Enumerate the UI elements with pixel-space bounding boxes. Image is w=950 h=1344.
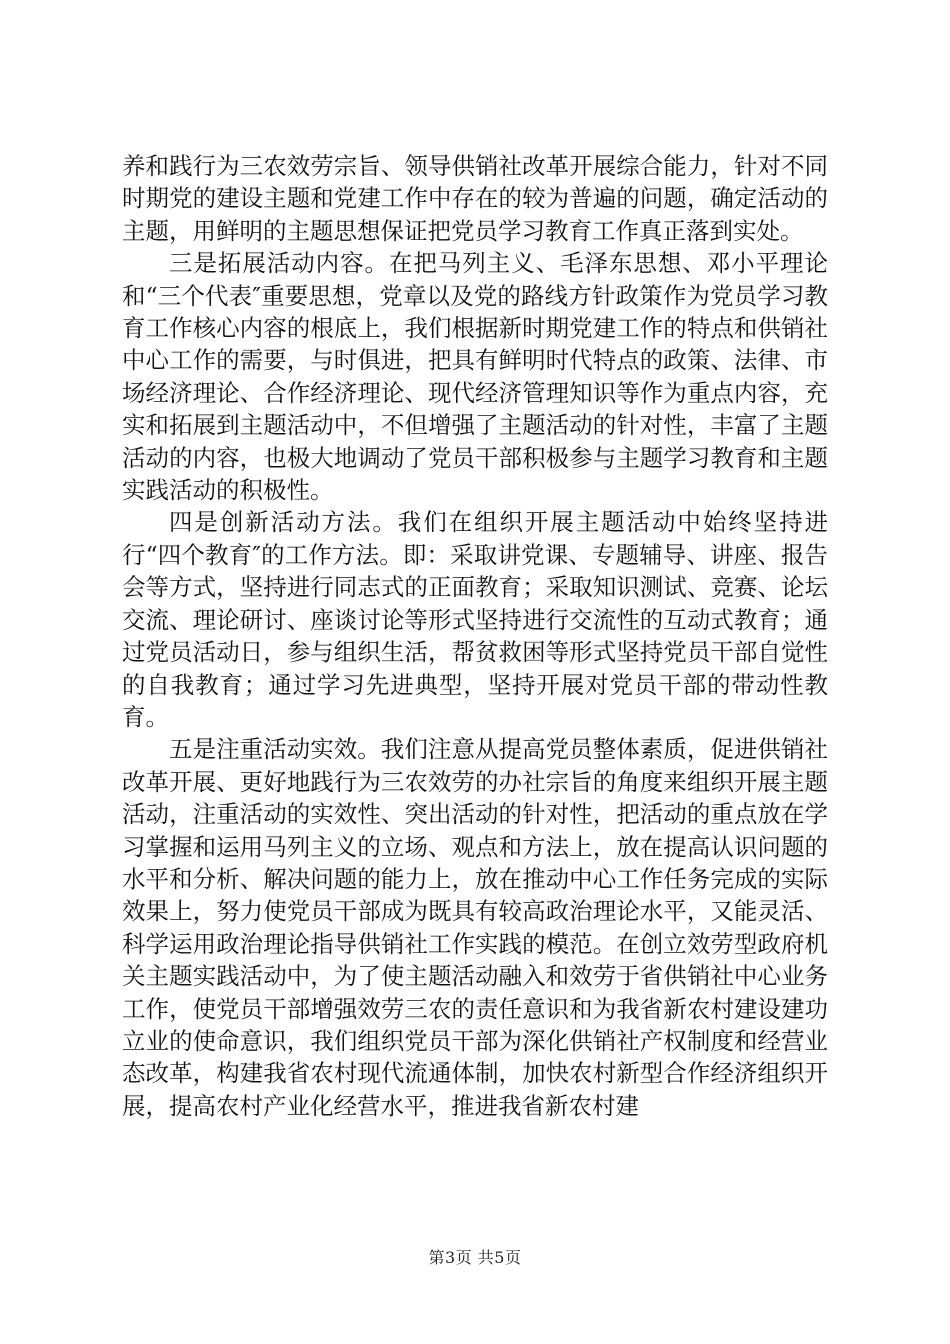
paragraph-1: 养和践行为三农效劳宗旨、领导供销社改革开展综合能力，针对不同时期党的建设主题和党建工作中存在的较为普遍的问题，确定活动的主题，用鲜明的主题思想保证把党员学习教育工作真正落到实处。 (122, 152, 828, 245)
paragraph-3: 四是创新活动方法。我们在组织开展主题活动中始终坚持进行“四个教育″的工作方法。即：采取讲党课、专题辅导、讲座、报告会等方式，坚持进行同志式的正面教育；采取知识测试、竞赛、论坛交流、理论研讨、座谈讨论等形式坚持进行交流性的互动式教育；通过党员活动日，参与组织生活，帮贫救困等形式坚持党员干部自觉性的自我教育；通过学习先进典型，坚持开展对党员干部的带动性教育。 (122, 508, 828, 731)
page-number-footer: 第3页 共5页 (428, 1248, 522, 1267)
paragraph-2: 三是拓展活动内容。在把马列主义、毛泽东思想、邓小平理论和“三个代表″重要思想，党章以及党的路线方针政策作为党员学习教育工作核心内容的根底上，我们根据新时期党建工作的特点和供销社中心工作的需要，与时俱进，把具有鲜明时代特点的政策、法律、市场经济理论、合作经济理论、现代经济管理知识等作为重点内容，充实和拓展到主题活动中，不但增强了主题活动的针对性，丰富了主题活动的内容，也极大地调动了党员干部积极参与主题学习教育和主题实践活动的积极性。 (122, 249, 828, 505)
body-text (122, 150, 828, 1122)
paragraph-4: 五是注重活动实效。我们注意从提高党员整体素质，促进供销社改革开展、更好地践行为三农效劳的办社宗旨的角度来组织开展主题活动，注重活动的实效性、突出活动的针对性，把活动的重点放在学习掌握和运用马列主义的立场、观点和方法上，放在提高认识问题的水平和分析、解决问题的能力上，放在推动中心工作任务完成的实际效果上，努力使党员干部成为既具有较高政治理论水平，又能灵活、科学运用政治理论指导供销社工作实践的模范。在创立效劳型政府机关主题实践活动中，为了使主题活动融入和效劳于省供销社中心业务工作，使党员干部增强效劳三农的责任意识和为我省新农村建设建功立业的使命意识，我们组织党员干部为深化供销社产权制度和经营业态改革，构建我省农村现代流通体制，加快农村新型合作经济组织开展，提高农村产业化经营水平，推进我省新农村建 (122, 735, 828, 1120)
